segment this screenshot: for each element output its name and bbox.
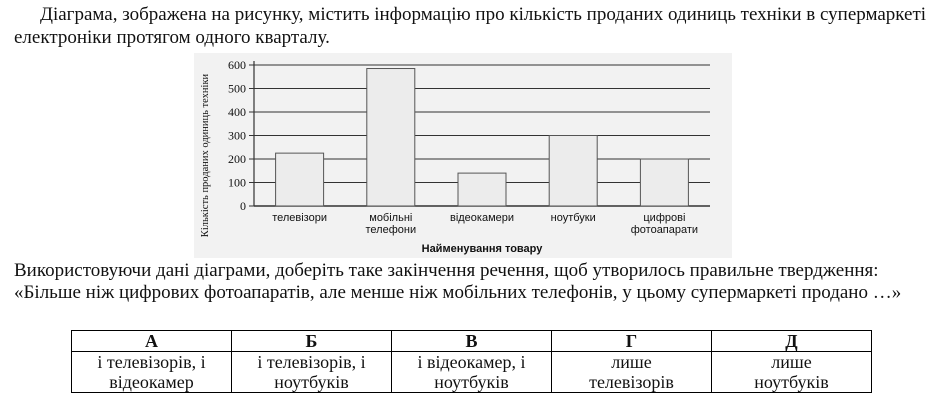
y-tick-label-500: 500 — [228, 81, 246, 96]
bar-chart — [194, 53, 732, 258]
answer-option-e-line2: ноутбуків — [754, 372, 829, 392]
answer-option-b-line1: і телевізорів, і — [257, 352, 366, 372]
answer-option-c-line2: ноутбуків — [434, 372, 509, 392]
bar-4 — [640, 159, 688, 206]
bar-1 — [367, 69, 415, 206]
answer-option-row — [72, 352, 872, 393]
y-axis-title: Кількість проданих одиниць техніки — [200, 73, 211, 238]
answer-header-a: А — [72, 331, 232, 352]
x-tick-label-0-0: телевізори — [272, 212, 327, 224]
answer-table — [71, 330, 872, 393]
answer-option-d-line1: лише — [611, 352, 652, 372]
x-tick-label-4-0: цифрові — [643, 212, 686, 224]
answer-option-d-line2: телевізорів — [589, 372, 674, 392]
x-tick-label-4-1: фотоапарати — [630, 224, 699, 236]
bar-3 — [549, 136, 597, 207]
answer-option-c-line1: і відеокамер, і — [417, 352, 526, 372]
answer-option-e-line1: лише — [771, 352, 812, 372]
answer-option-d[interactable] — [552, 352, 712, 393]
x-tick-label-1-1: телефони — [365, 224, 417, 236]
bar-chart-svg — [194, 53, 732, 258]
answer-header-c: В — [392, 331, 552, 352]
y-tick-label-100: 100 — [228, 175, 246, 190]
answer-option-b[interactable] — [232, 352, 392, 393]
intro-text: Діаграма, зображена на рисунку, містить інформацію про кількість проданих одиниць техніки в супермаркеті електроніки протягом одного кварталу. — [14, 4, 927, 48]
answer-option-c[interactable] — [392, 352, 552, 393]
y-tick-label-600: 600 — [228, 58, 246, 72]
x-tick-label-1-0: мобільні — [369, 212, 413, 224]
x-axis-title: Найменування товару — [421, 243, 543, 255]
bar-2 — [458, 173, 506, 206]
y-tick-label-400: 400 — [228, 105, 246, 119]
x-tick-label-3-0: ноутбуки — [550, 212, 596, 224]
answer-option-b-line2: ноутбуків — [274, 372, 349, 392]
bar-0 — [276, 153, 324, 206]
answer-header-row — [72, 331, 872, 352]
y-tick-label-300: 300 — [228, 128, 246, 143]
x-tick-label-2-0: відеокамери — [449, 212, 515, 224]
answer-option-a-line2: відеокамер — [109, 372, 194, 392]
answer-option-a-line1: і телевізорів, і — [97, 352, 206, 372]
answer-option-e[interactable] — [712, 352, 872, 393]
answer-header-b: Б — [232, 331, 392, 352]
answer-header-d: Г — [552, 331, 712, 352]
y-tick-label-0: 0 — [240, 199, 246, 213]
answer-option-a[interactable] — [72, 352, 232, 393]
y-tick-label-200: 200 — [228, 152, 246, 166]
answer-header-e: Д — [712, 331, 872, 352]
question-text: Використовуючи дані діаграми, доберіть таке закінчення речення, щоб утворилось правильне твердження: «Більше ніж цифрових фотоапаратів, але менше ніж мобільних телефонів, у цьому супермаркеті продано …» — [14, 260, 902, 303]
